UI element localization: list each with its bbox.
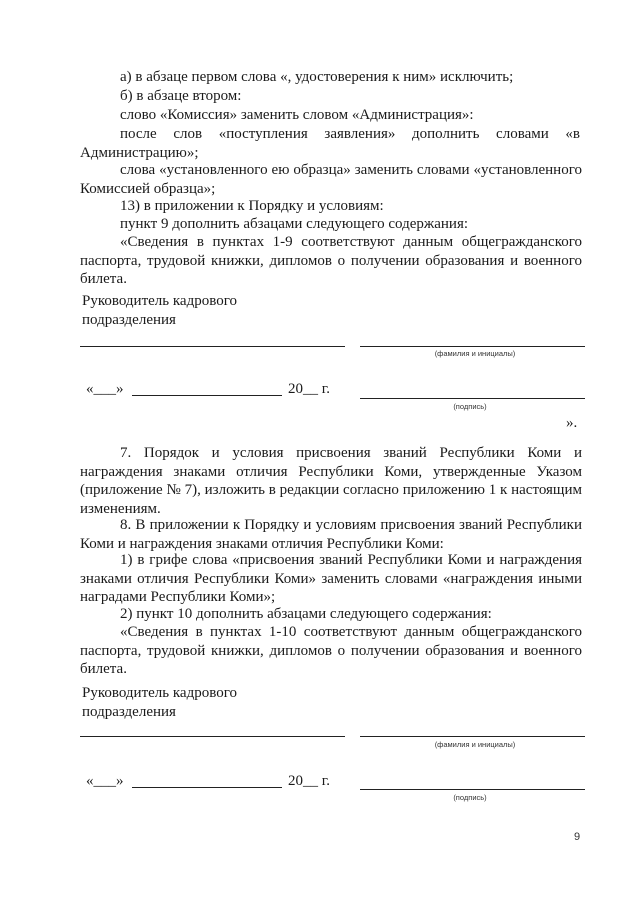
paragraph-8: 8. В приложении к Порядку и условиям присвоения званий Республики Коми и награждения знаками отличия Республики Коми:: [80, 517, 582, 552]
sign2-line: [360, 789, 585, 790]
closing-quote: ».: [566, 415, 578, 431]
paragraph-b: б) в абзаце втором:: [120, 88, 242, 104]
paragraph-8-2: 2) пункт 10 дополнить абзацами следующего содержания:: [120, 606, 492, 622]
paragraph-words-format: слова «установленного ею образца» заменить словами «установленного Комиссией образца»;: [80, 162, 582, 197]
date-year: 20__ г.: [288, 381, 330, 397]
paragraph-a: а) в абзаце первом слова «, удостоверения к ним» исключить;: [120, 69, 514, 85]
date-day: «___»: [86, 381, 124, 397]
signature2-line-left: [80, 736, 345, 737]
date2-month-line: [132, 787, 282, 788]
sign2-caption: (подпись): [453, 793, 487, 802]
date-month-line: [132, 395, 282, 396]
signature-line-left: [80, 346, 345, 347]
paragraph-point9: пункт 9 дополнить абзацами следующего содержания:: [120, 216, 469, 232]
paragraph-8-1: 1) в грифе слова «присвоения званий Республики Коми и награждения знаками отличия Республики Коми» заменить словами «награждения иными наградами Республики Коми»;: [80, 552, 582, 605]
signature2-label-line1: Руководитель кадрового: [82, 685, 237, 701]
date2-day: «___»: [86, 773, 124, 789]
paragraph-word-replace: слово «Комиссия» заменить словом «Администрация»:: [120, 107, 474, 123]
signature-label-line2: подразделения: [82, 312, 176, 328]
sign-line: [360, 398, 585, 399]
name-caption: (фамилия и инициалы): [434, 349, 516, 358]
signature2-label-line2: подразделения: [82, 704, 176, 720]
signature-label-line1: Руководитель кадрового: [82, 293, 237, 309]
paragraph-after-words: после слов «поступления заявления» дополнить словами «в Администрацию»;: [80, 126, 580, 161]
name2-line: [360, 736, 585, 737]
paragraph-13: 13) в приложении к Порядку и условиям:: [120, 198, 384, 214]
paragraph-7: 7. Порядок и условия присвоения званий Республики Коми и награждения знаками отличия Республики Коми, утвержденные Указом (приложение № 7), изложить в редакции согласно приложению 1 к настоящим изменениям.: [80, 445, 582, 517]
name-line: [360, 346, 585, 347]
date2-year: 20__ г.: [288, 773, 330, 789]
name2-caption: (фамилия и инициалы): [434, 740, 516, 749]
sign-caption: (подпись): [453, 402, 487, 411]
paragraph-quote-1-10: «Сведения в пунктах 1-10 соответствуют данным общегражданского паспорта, трудовой книжки, дипломов о получении образования и военного билета.: [80, 624, 582, 677]
paragraph-quote-1-9: «Сведения в пунктах 1-9 соответствуют данным общегражданского паспорта, трудовой книжки, дипломов о получении образования и военного билета.: [80, 234, 582, 287]
page-number: 9: [574, 831, 581, 843]
